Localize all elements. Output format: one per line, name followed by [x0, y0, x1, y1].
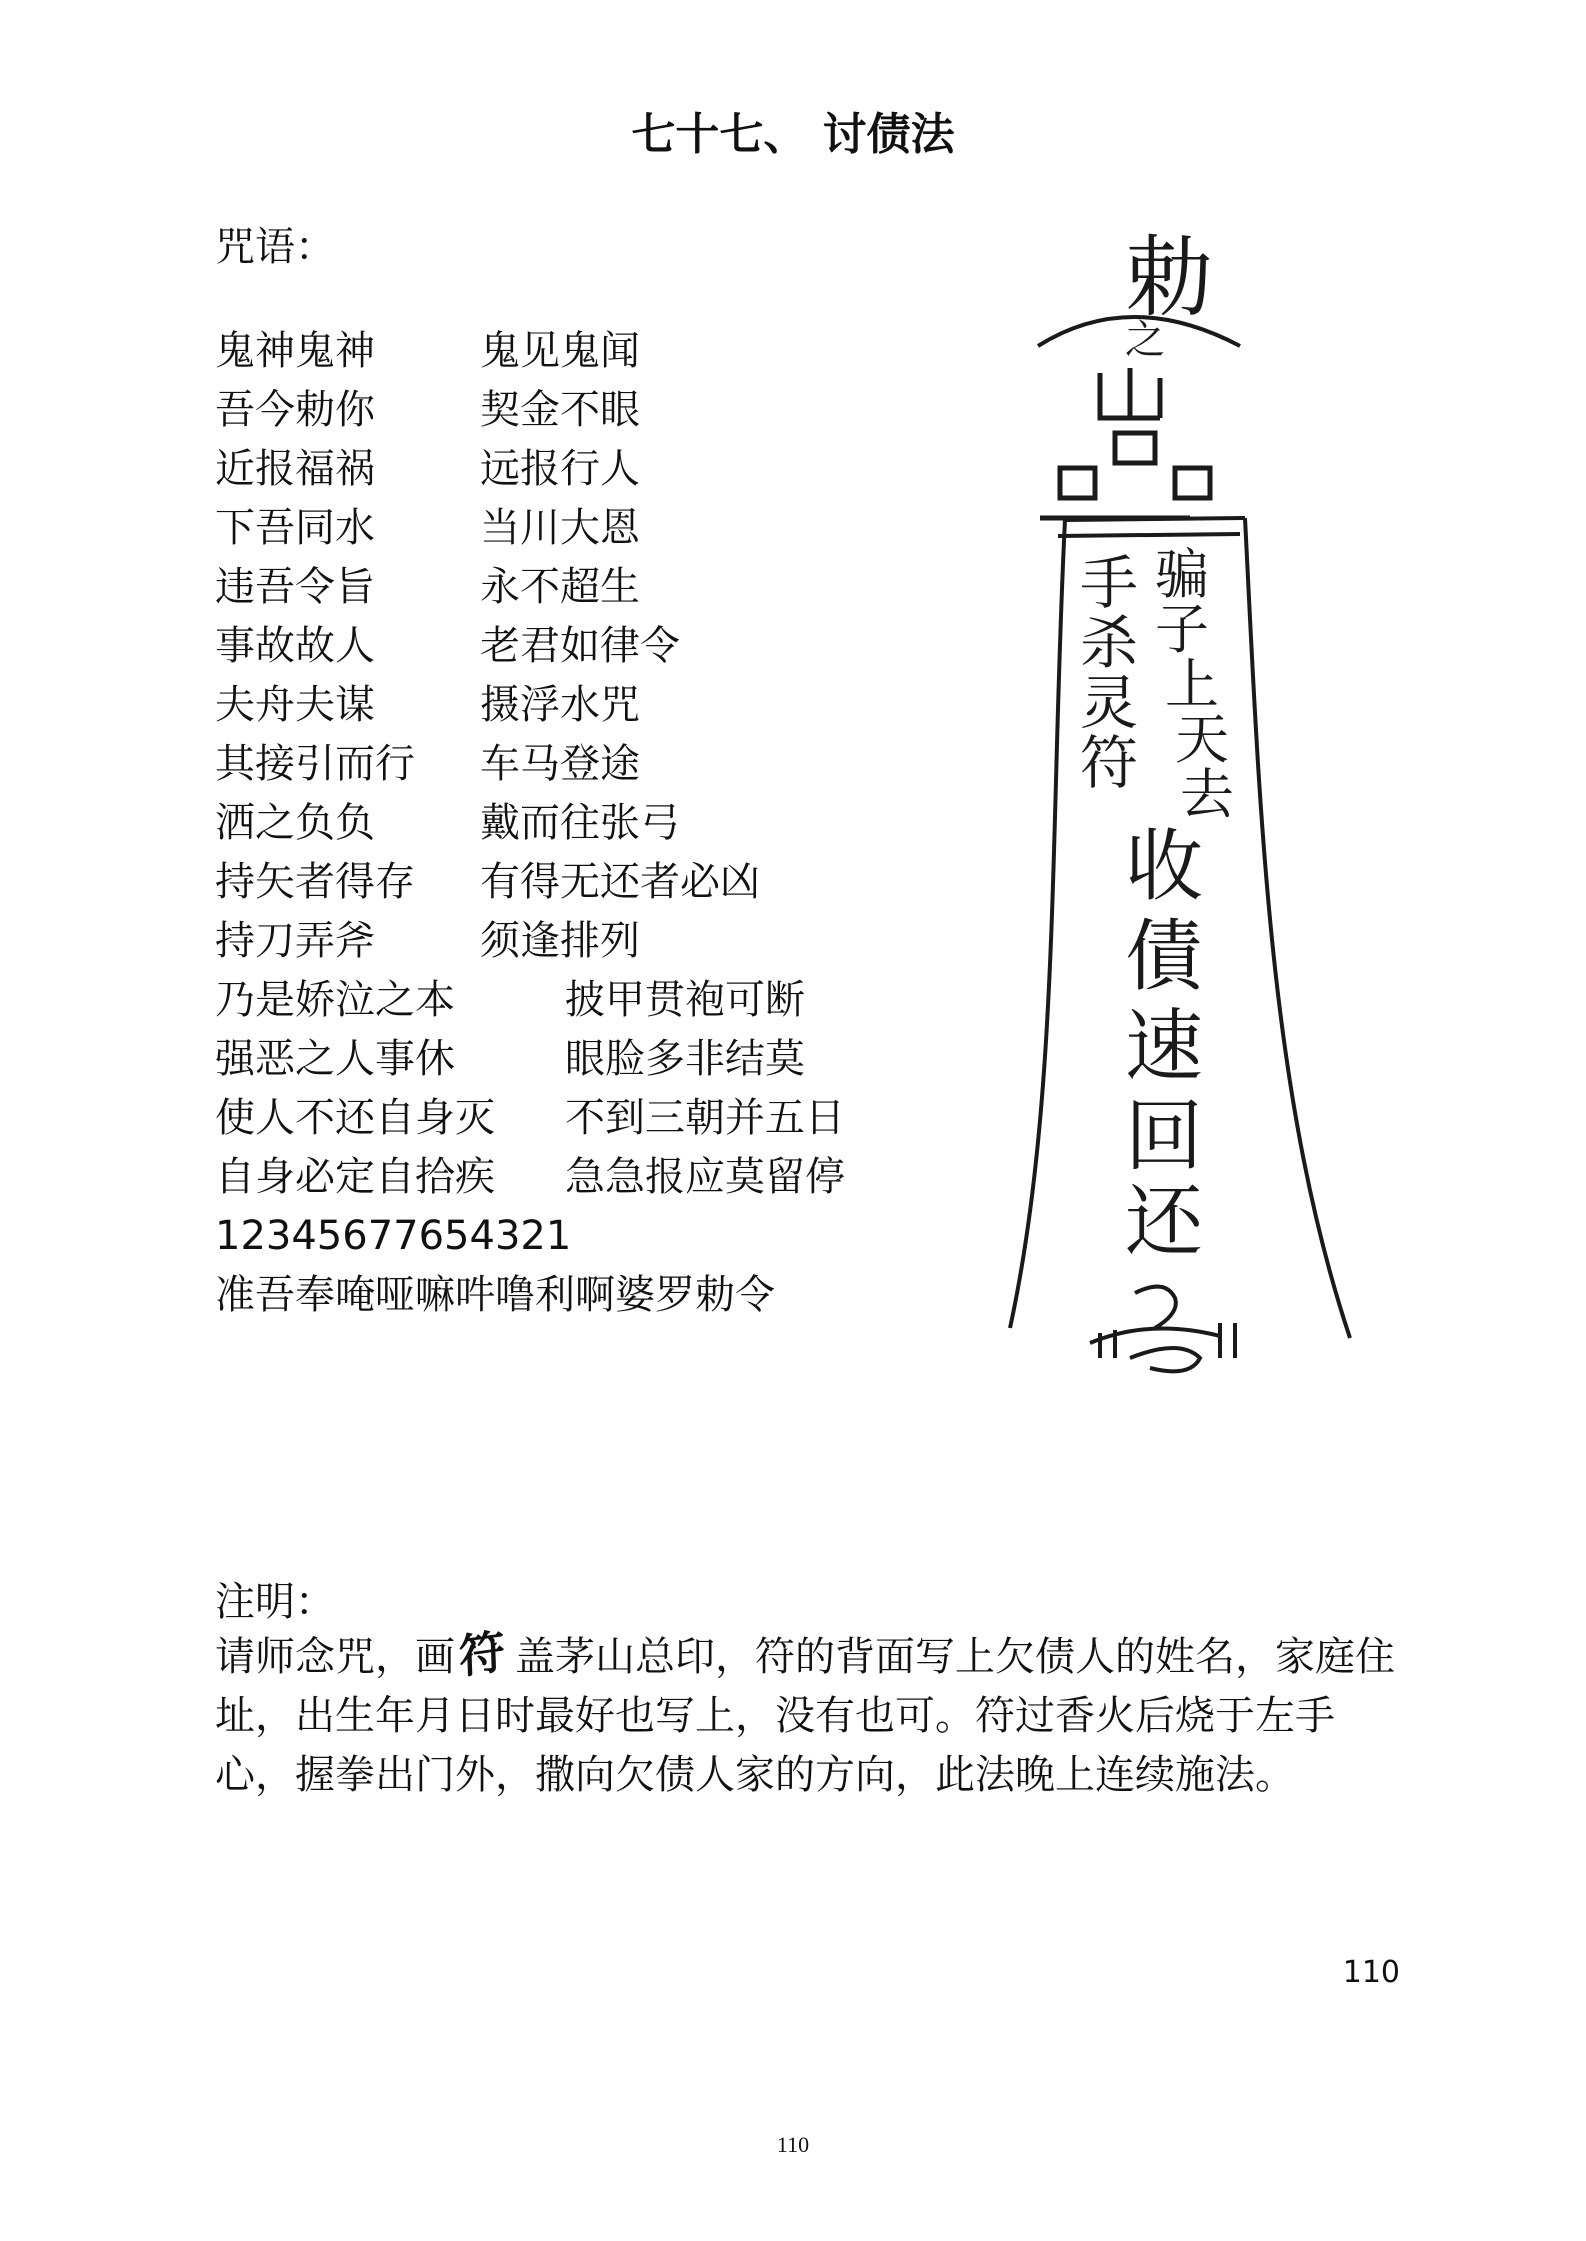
talisman-top-char: 勅: [1125, 226, 1214, 329]
spell-heading: 咒语：: [215, 224, 335, 270]
talisman-flourish: [1090, 1287, 1235, 1372]
talisman-center-char: 还: [1125, 1177, 1204, 1267]
spell-line: 准吾奉唵哑嘛吽噜利啊婆罗勅令: [215, 1272, 775, 1318]
talisman-center-char: 回: [1125, 1092, 1204, 1182]
note-text-after-mark: 盖茅山总印，符的背面写上欠债人的姓名，家庭住址，出生年月日时最好也写上，没有也可。符过香火后烧于左手心，握拳出门外，撒向欠债人家的方向，此法晚上连续施法。: [215, 1634, 1395, 1798]
talisman-small-char: 之: [1125, 317, 1165, 363]
talisman-center-char: 速: [1125, 1002, 1204, 1092]
talisman-left-char: 灵: [1080, 669, 1139, 737]
talisman-right-char: 上: [1165, 653, 1219, 716]
talisman-left-char: 手: [1080, 549, 1139, 617]
page-number-footer: 110: [776, 2132, 810, 2157]
spell-line: 12345677654321: [215, 1213, 572, 1259]
spell-line: 违吾令旨 永不超生: [215, 564, 640, 610]
talisman-left-char: 符: [1080, 729, 1139, 797]
note-body: [215, 1625, 1405, 1805]
talisman-right-char: 子: [1155, 598, 1209, 661]
talisman-left-char: 杀: [1080, 609, 1139, 677]
spell-line: 持刀弄斧 须逢排列: [215, 918, 640, 964]
mountain-glyph: [1040, 368, 1210, 518]
spell-line: 鬼神鬼神 鬼见鬼闻: [215, 328, 640, 374]
spell-line: 近报福祸 远报行人: [215, 446, 640, 492]
spell-line: 强恶之人事休 眼脸多非结莫: [215, 1036, 805, 1082]
spell-lines: [215, 322, 935, 1325]
page-number-right: 110: [1342, 1955, 1400, 1990]
talisman-right-char: 去: [1180, 763, 1234, 826]
spell-line: 吾今勅你 契金不眼: [215, 387, 640, 433]
spell-line: 下吾同水 当川大恩: [215, 505, 640, 551]
talisman-svg: [950, 218, 1390, 1388]
spell-line: 事故故人 老君如律令: [215, 623, 680, 669]
talisman-mark: 符: [458, 1623, 506, 1685]
talisman-center-char: 債: [1125, 912, 1204, 1002]
spell-line: 其接引而行 车马登途: [215, 741, 640, 787]
talisman-right-char: 天: [1175, 708, 1229, 771]
talisman-right-char: 骗: [1155, 543, 1209, 606]
talisman-drawing: [950, 218, 1390, 1388]
page-title: 七十七、 讨债法: [631, 109, 955, 160]
note-text-before-mark: 请师念咒，画: [215, 1634, 455, 1680]
spell-line: 自身必定自拾疾 急急报应莫留停: [215, 1154, 845, 1200]
spell-line: 夫舟夫谋 摄浮水咒: [215, 682, 640, 728]
spell-line: 使人不还自身灭 不到三朝并五日: [215, 1095, 845, 1141]
spell-line: 洒之负负 戴而往张弓: [215, 800, 680, 846]
spell-line: 乃是娇泣之本 披甲贯袍可断: [215, 977, 805, 1023]
spell-line: 持矢者得存 有得无还者必凶: [215, 859, 760, 905]
note-heading: 注明：: [215, 1579, 335, 1625]
talisman-center-char: 收: [1125, 822, 1204, 912]
